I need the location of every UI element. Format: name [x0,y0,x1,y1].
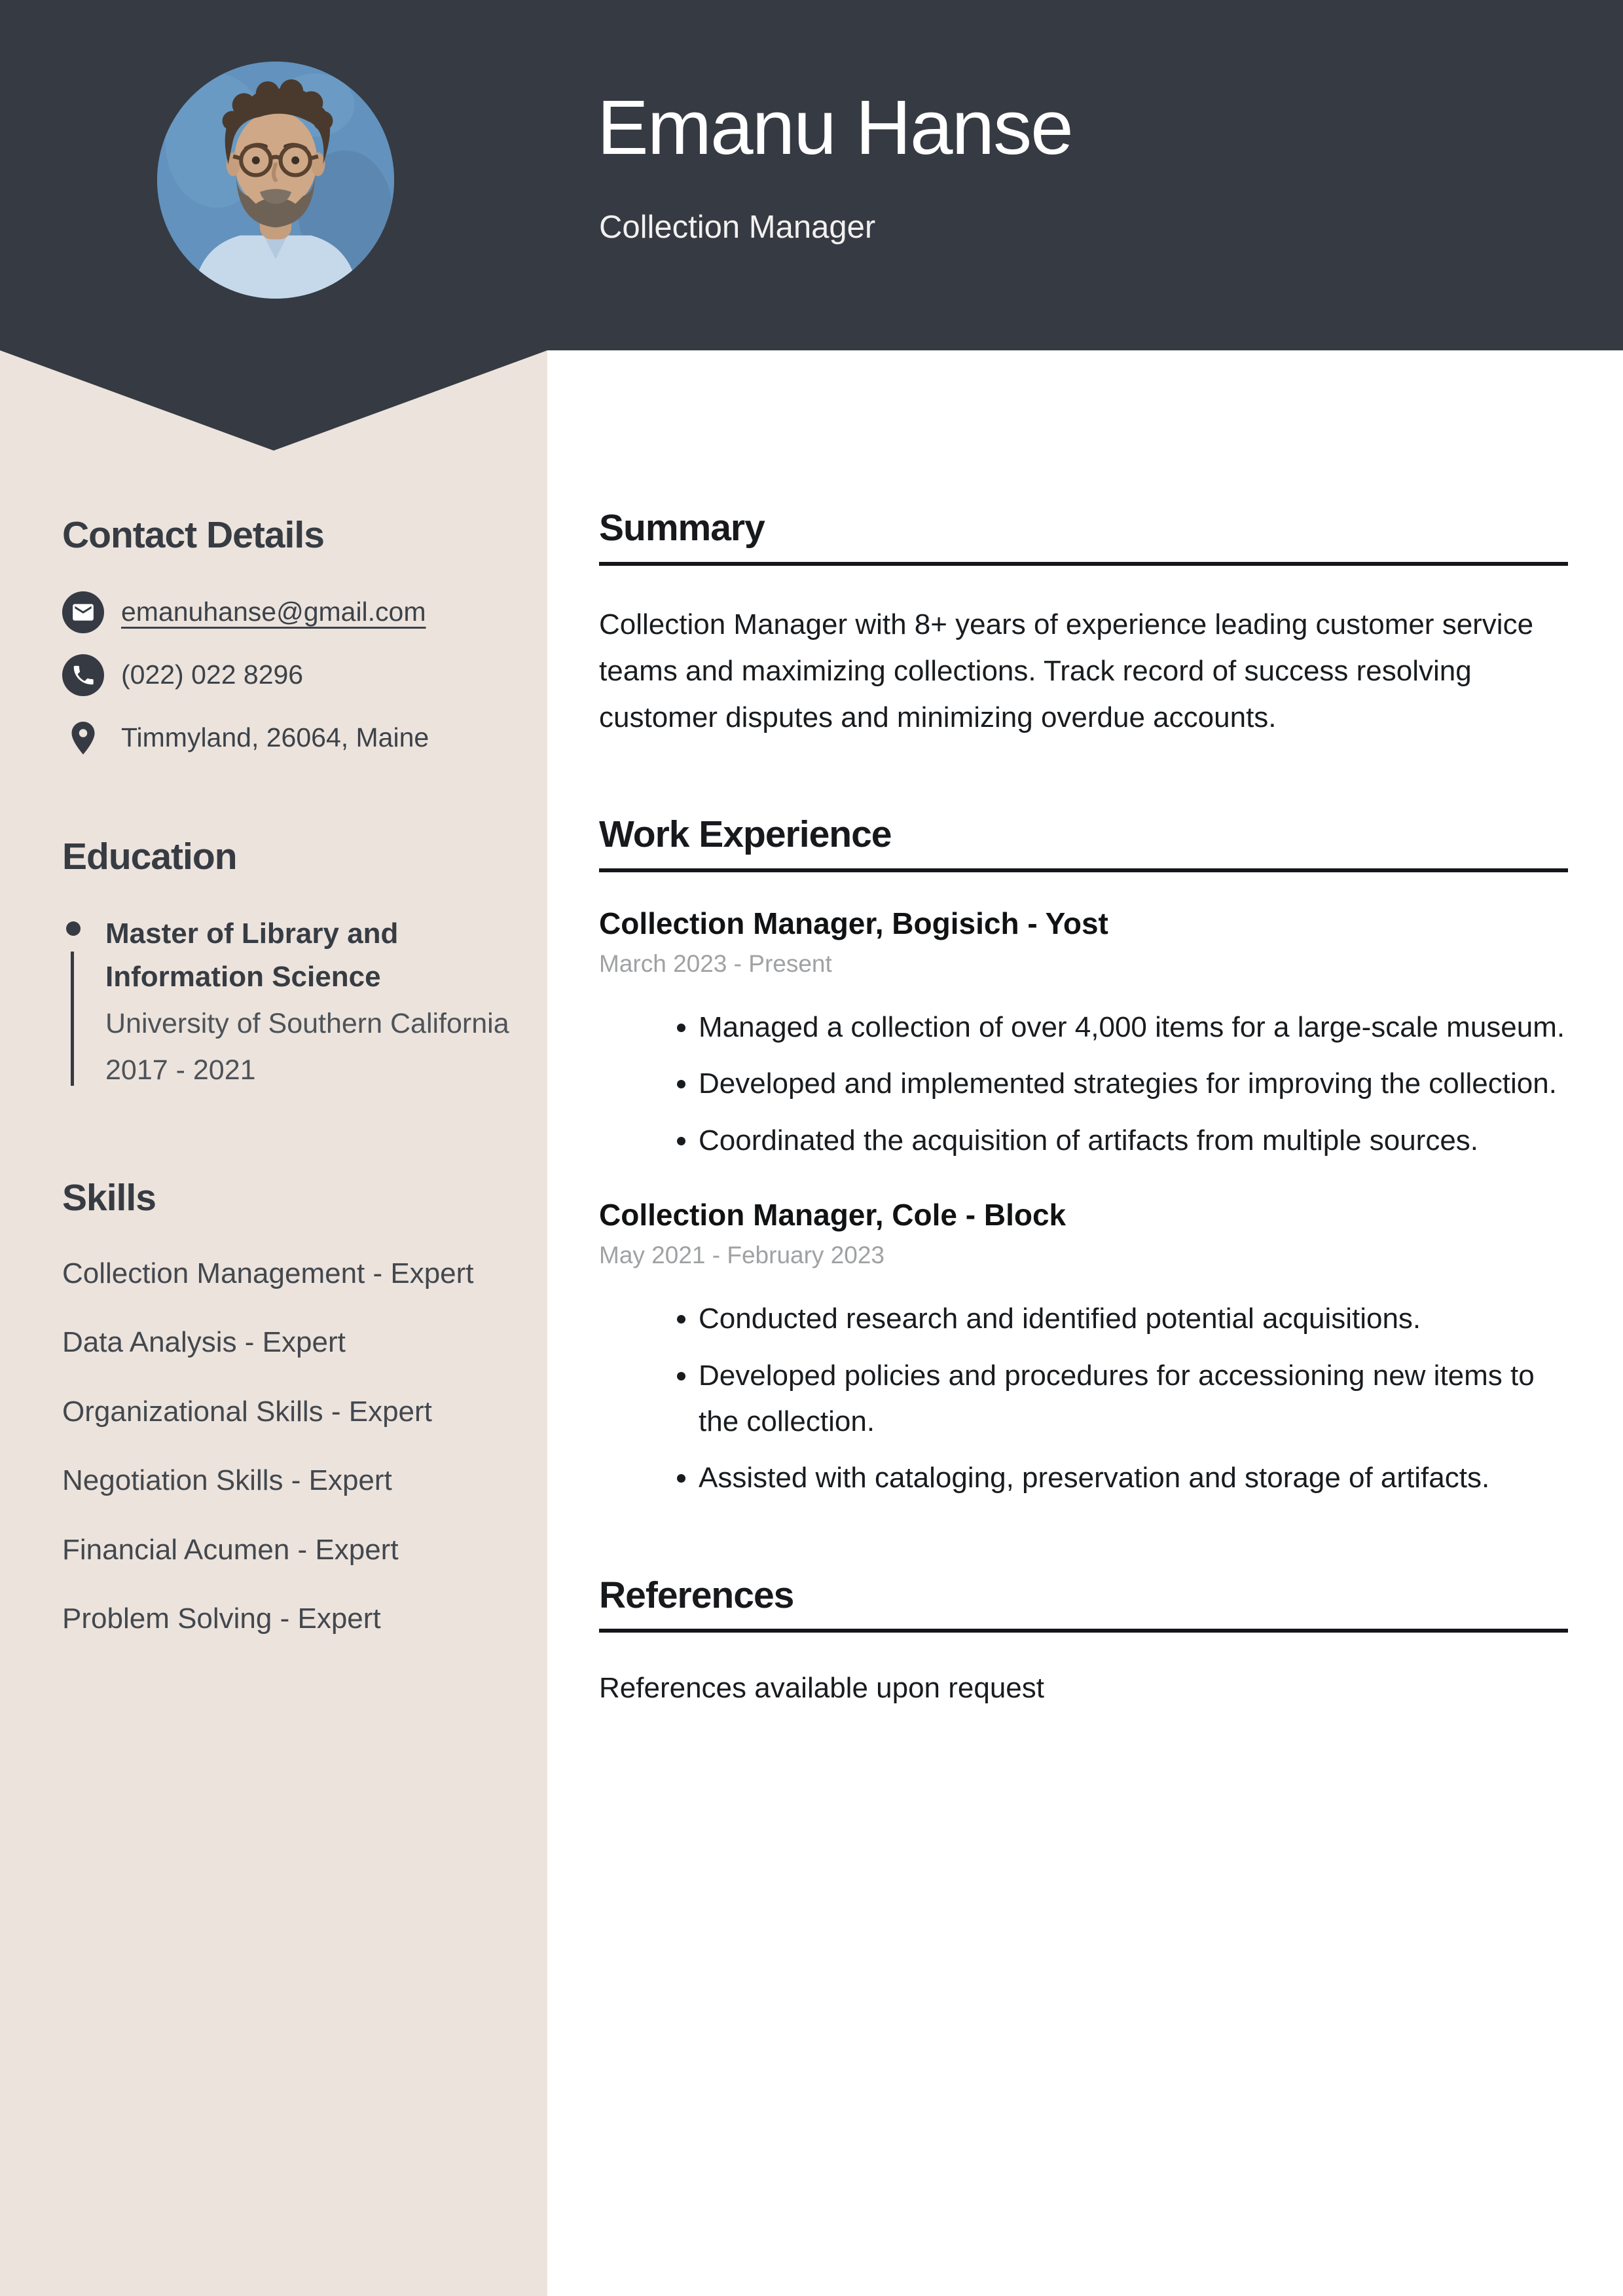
references-heading: References [599,1574,794,1616]
job-bullet: • Managed a collection of over 4,000 items for a large-scale museum. [699,1005,1568,1050]
timeline-dot [66,921,81,936]
sidebar [0,0,547,2296]
education-period: 2017 - 2021 [105,1054,256,1086]
timeline-line [71,952,74,1086]
skills-heading: Skills [62,1177,156,1219]
skill-item: Data Analysis - Expert [62,1326,346,1359]
section-divider [599,868,1568,872]
skill-item: Negotiation Skills - Expert [62,1464,392,1497]
job-entry [599,1196,1568,1501]
candidate-name: Emanu Hanse [597,84,1072,171]
contact-row-email [62,591,509,633]
job-bullet-list [599,1296,1568,1502]
references-section [599,1575,1568,1711]
education-heading: Education [62,835,237,878]
job-title: Collection Manager, Cole - Block [599,1198,1067,1232]
summary-heading: Summary [599,507,765,549]
work-experience-section [599,814,1568,1501]
location-icon [62,717,104,759]
summary-text: Collection Manager with 8+ years of experience leading customer service teams and maximizing collections. Track record of success resolving customer disputes and minimizing overdue accounts. [599,608,1534,734]
education-degree: Master of Library and Information Science [105,917,399,993]
references-text: References available upon request [599,1672,1045,1705]
mail-icon [62,591,104,633]
skill-item: Organizational Skills - Expert [62,1395,432,1428]
job-period: May 2021 - February 2023 [599,1241,885,1268]
job-period: March 2023 - Present [599,950,832,977]
job-bullet: • Assisted with cataloging, preservation and storage of artifacts. [699,1455,1568,1501]
skill-item: Problem Solving - Expert [62,1602,381,1635]
job-bullet: • Conducted research and identified potential acquisitions. [699,1296,1568,1342]
summary-section [599,508,1568,741]
contact-row-phone [62,654,509,696]
section-divider [599,562,1568,566]
job-title: Collection Manager, Bogisich - Yost [599,906,1108,941]
education-school: University of Southern California [105,1008,509,1040]
contact-row-location [62,717,509,759]
job-bullet-list [599,1005,1568,1164]
main-content [547,350,1623,2296]
contact-details-heading: Contact Details [62,514,324,556]
email-link[interactable]: emanuhanse@gmail.com [121,597,426,627]
skill-item: Financial Acumen - Expert [62,1533,399,1566]
job-entry [599,905,1568,1164]
candidate-job-title: Collection Manager [599,210,876,245]
skill-item: Collection Management - Expert [62,1257,474,1290]
education-entry [62,912,509,1091]
location-value: Timmyland, 26064, Maine [121,722,429,753]
work-experience-heading: Work Experience [599,813,892,856]
section-divider [599,1629,1568,1633]
job-bullet: • Coordinated the acquisition of artifacts from multiple sources. [699,1118,1568,1164]
job-bullet: • Developed policies and procedures for accessioning new items to the collection. [699,1353,1568,1445]
job-bullet: • Developed and implemented strategies for improving the collection. [699,1061,1568,1107]
phone-value: (022) 022 8296 [121,659,304,690]
phone-icon [62,654,104,696]
